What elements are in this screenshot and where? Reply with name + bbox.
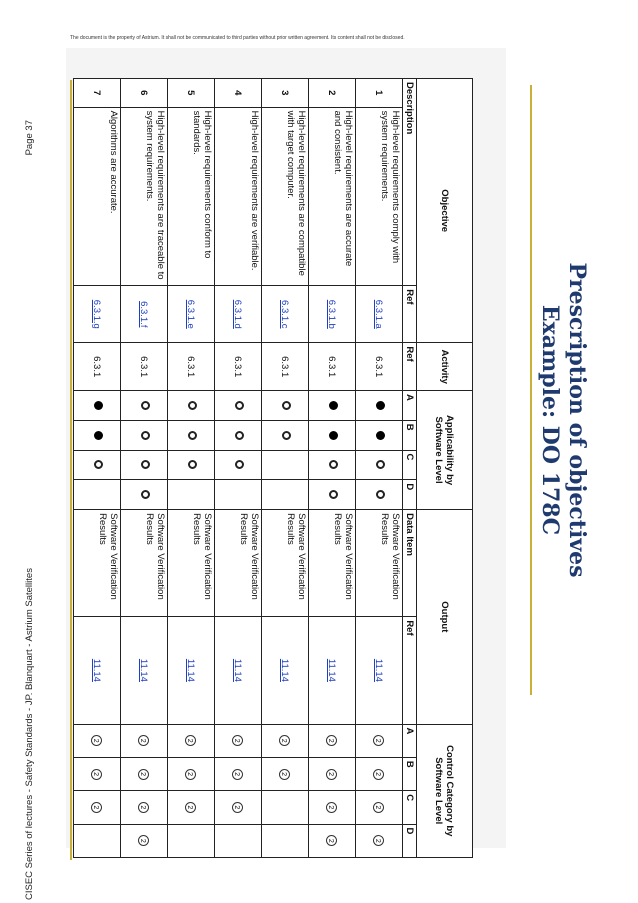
control-c-header: C (403, 791, 417, 824)
control-a-cell (262, 724, 309, 757)
control-category-badge: 2 (374, 802, 385, 813)
level-a-cell (309, 391, 356, 421)
data-item: Software Verification Results (215, 510, 262, 617)
activity-ref: 6.3.1 (215, 343, 262, 391)
applicability-header: Applicability by Software Level (417, 391, 473, 510)
objective-description: High-level requirements are accurate and consistent. (309, 107, 356, 286)
activity-ref-header: Ref (403, 343, 417, 391)
control-category-badge: 2 (327, 769, 338, 780)
data-item-header: Data Item (403, 510, 417, 617)
level-d-cell (121, 480, 168, 510)
objective-description: High-level requirements are compatible with target computer. (262, 107, 309, 286)
hollow-circle-icon (329, 490, 338, 499)
hollow-circle-icon (188, 431, 197, 440)
output-ref (168, 617, 215, 724)
output-ref-link[interactable]: 11.14 (373, 658, 385, 682)
control-b-cell (168, 757, 215, 790)
control-c-cell (74, 791, 121, 824)
control-d-cell (168, 824, 215, 857)
level-b-header: B (403, 420, 417, 450)
level-a-cell (121, 391, 168, 421)
row-number: 6 (121, 79, 168, 108)
control-category-badge: 2 (139, 835, 150, 846)
objective-ref (74, 286, 121, 343)
control-category-badge: 2 (92, 769, 103, 780)
confidentiality-notice: The document is the property of Astrium. It shall not be communicated to third parties without prior written agreement. Its content shall not be disclosed. (70, 35, 405, 41)
data-item: Software Verification Results (74, 510, 121, 617)
control-c-cell (356, 791, 403, 824)
level-d-cell (262, 480, 309, 510)
activity-ref: 6.3.1 (309, 343, 356, 391)
level-c-cell (262, 450, 309, 480)
control-b-header: B (403, 757, 417, 790)
control-category-badge: 2 (374, 735, 385, 746)
output-ref-link[interactable]: 11.14 (91, 658, 103, 682)
control-d-cell (262, 824, 309, 857)
hollow-circle-icon (329, 460, 338, 469)
level-d-cell (309, 480, 356, 510)
control-category-badge: 2 (327, 802, 338, 813)
level-d-cell (215, 480, 262, 510)
activity-ref: 6.3.1 (74, 343, 121, 391)
control-category-badge: 2 (92, 735, 103, 746)
objectives-table-container (73, 78, 473, 858)
control-d-cell (74, 824, 121, 857)
level-d-header: D (403, 480, 417, 510)
output-ref-link[interactable]: 11.14 (279, 658, 291, 682)
control-category-badge: 2 (92, 802, 103, 813)
level-c-cell (168, 450, 215, 480)
control-category-badge: 2 (280, 735, 291, 746)
level-d-cell (168, 480, 215, 510)
data-item: Software Verification Results (168, 510, 215, 617)
level-b-cell (74, 420, 121, 450)
control-category-badge: 2 (139, 769, 150, 780)
table-row (74, 79, 121, 858)
hollow-circle-icon (376, 460, 385, 469)
control-category-badge: 2 (327, 835, 338, 846)
level-c-cell (309, 450, 356, 480)
control-category-badge: 2 (374, 769, 385, 780)
output-ref (74, 617, 121, 724)
hollow-circle-icon (188, 460, 197, 469)
control-d-header: D (403, 824, 417, 857)
level-a-cell (262, 391, 309, 421)
output-ref (215, 617, 262, 724)
control-a-cell (121, 724, 168, 757)
level-a-cell (74, 391, 121, 421)
table-row (121, 79, 168, 858)
title-line-1: Prescription of objectives (564, 262, 590, 578)
row-number: 3 (262, 79, 309, 108)
control-a-cell (168, 724, 215, 757)
control-category-badge: 2 (280, 769, 291, 780)
row-number: 2 (309, 79, 356, 108)
level-b-cell (215, 420, 262, 450)
output-ref (309, 617, 356, 724)
control-category-badge: 2 (186, 802, 197, 813)
control-d-cell (121, 824, 168, 857)
page-number: Page 37 (24, 120, 35, 156)
hollow-circle-icon (282, 431, 291, 440)
control-a-cell (309, 724, 356, 757)
control-category-badge: 2 (233, 802, 244, 813)
table-row (262, 79, 309, 858)
level-b-cell (309, 420, 356, 450)
page-title (480, 240, 590, 600)
hollow-circle-icon (94, 460, 103, 469)
footer-divider (70, 80, 72, 860)
table-row (215, 79, 262, 858)
control-category-badge: 2 (139, 735, 150, 746)
control-b-cell (309, 757, 356, 790)
objective-ref-link[interactable]: 6.3.1.g (91, 299, 103, 329)
filled-circle-icon (376, 401, 385, 410)
level-c-header: C (403, 450, 417, 480)
objective-ref (168, 286, 215, 343)
activity-ref: 6.3.1 (356, 343, 403, 391)
objective-ref (356, 286, 403, 343)
output-ref (262, 617, 309, 724)
hollow-circle-icon (188, 401, 197, 410)
hollow-circle-icon (141, 490, 150, 499)
hollow-circle-icon (235, 460, 244, 469)
level-c-cell (121, 450, 168, 480)
control-category-badge: 2 (139, 802, 150, 813)
output-ref-link[interactable]: 11.14 (185, 658, 197, 682)
course-label: CISEC Series of lectures - Safety Standards - JP. Blanquart - Astrium Satellites (24, 568, 35, 900)
level-a-header: A (403, 391, 417, 421)
row-number: 4 (215, 79, 262, 108)
objective-description: Algorithms are accurate. (74, 107, 121, 286)
objective-header: Objective (417, 79, 473, 343)
level-a-cell (215, 391, 262, 421)
level-b-cell (121, 420, 168, 450)
control-c-cell (262, 791, 309, 824)
control-category-header: Control Category by Software Level (417, 724, 473, 857)
filled-circle-icon (94, 401, 103, 410)
level-a-cell (168, 391, 215, 421)
description-header: Description (403, 79, 417, 286)
data-item: Software Verification Results (262, 510, 309, 617)
level-c-cell (215, 450, 262, 480)
control-category-badge: 2 (233, 769, 244, 780)
control-category-badge: 2 (186, 769, 197, 780)
table-row (356, 79, 403, 858)
objective-ref (309, 286, 356, 343)
objective-ref (121, 286, 168, 343)
control-c-cell (121, 791, 168, 824)
hollow-circle-icon (235, 401, 244, 410)
control-c-cell (309, 791, 356, 824)
objective-ref (262, 286, 309, 343)
output-ref-link[interactable]: 11.14 (232, 658, 244, 682)
objective-ref (215, 286, 262, 343)
filled-circle-icon (329, 431, 338, 440)
control-c-cell (215, 791, 262, 824)
objective-ref-link[interactable]: 6.3.1.a (373, 299, 385, 329)
level-d-cell (74, 480, 121, 510)
hollow-circle-icon (141, 401, 150, 410)
level-b-cell (356, 420, 403, 450)
activity-ref: 6.3.1 (168, 343, 215, 391)
control-b-cell (215, 757, 262, 790)
level-c-cell (356, 450, 403, 480)
ref-header: Ref (403, 286, 417, 343)
control-b-cell (121, 757, 168, 790)
table-row (309, 79, 356, 858)
control-category-badge: 2 (233, 735, 244, 746)
filled-circle-icon (94, 431, 103, 440)
activity-ref: 6.3.1 (262, 343, 309, 391)
output-ref (356, 617, 403, 724)
control-category-badge: 2 (186, 735, 197, 746)
objective-ref-link[interactable]: 6.3.1.d (232, 299, 244, 329)
activity-header: Activity (417, 343, 473, 391)
control-a-cell (215, 724, 262, 757)
activity-ref: 6.3.1 (121, 343, 168, 391)
output-ref (121, 617, 168, 724)
level-a-cell (356, 391, 403, 421)
objective-description: High-level requirements conform to standards. (168, 107, 215, 286)
control-a-cell (74, 724, 121, 757)
objectives-body (74, 79, 403, 858)
objective-ref-link[interactable]: 6.3.1.f (138, 301, 150, 328)
objective-ref-link[interactable]: 6.3.1.c (279, 300, 291, 329)
output-ref-header: Ref (403, 617, 417, 724)
level-d-cell (356, 480, 403, 510)
output-ref-link[interactable]: 11.14 (326, 658, 338, 682)
level-c-cell (74, 450, 121, 480)
control-a-header: A (403, 724, 417, 757)
output-ref-link[interactable]: 11.14 (138, 658, 150, 682)
control-d-cell (215, 824, 262, 857)
hollow-circle-icon (141, 431, 150, 440)
data-item: Software Verification Results (121, 510, 168, 617)
control-b-cell (356, 757, 403, 790)
control-a-cell (356, 724, 403, 757)
title-line-2: Example: DO 178C (537, 304, 563, 536)
output-header: Output (417, 510, 473, 724)
objective-description: High-level requirements are verifiable. (215, 107, 262, 286)
filled-circle-icon (329, 401, 338, 410)
data-item: Software Verification Results (309, 510, 356, 617)
footer (24, 120, 38, 900)
hollow-circle-icon (141, 460, 150, 469)
filled-circle-icon (376, 431, 385, 440)
control-category-badge: 2 (374, 835, 385, 846)
sub-header-row (403, 79, 417, 858)
hollow-circle-icon (376, 490, 385, 499)
objectives-table (73, 78, 473, 858)
control-d-cell (309, 824, 356, 857)
objective-ref-link[interactable]: 6.3.1.b (326, 299, 338, 329)
level-b-cell (262, 420, 309, 450)
row-number: 5 (168, 79, 215, 108)
level-b-cell (168, 420, 215, 450)
data-item: Software Verification Results (356, 510, 403, 617)
row-number: 1 (356, 79, 403, 108)
table-row (168, 79, 215, 858)
control-b-cell (262, 757, 309, 790)
control-category-badge: 2 (327, 735, 338, 746)
objective-ref-link[interactable]: 6.3.1.e (185, 299, 197, 329)
control-c-cell (168, 791, 215, 824)
control-b-cell (74, 757, 121, 790)
control-d-cell (356, 824, 403, 857)
hollow-circle-icon (282, 401, 291, 410)
objective-description: High-level requirements are traceable to system requirements. (121, 107, 168, 286)
row-number: 7 (74, 79, 121, 108)
hollow-circle-icon (235, 431, 244, 440)
group-header-row (417, 79, 473, 858)
objective-description: High-level requirements comply with system requirements. (356, 107, 403, 286)
